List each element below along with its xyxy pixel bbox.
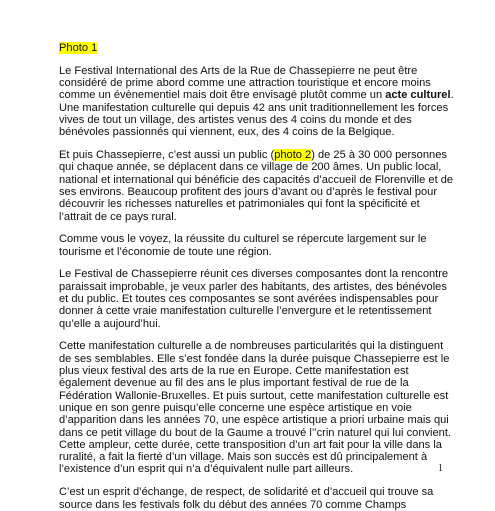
paragraph-5: Cette manifestation culturelle a de nombreuses particularités qui la distinguent de ses semblables. Elle s’est fondée dans la durée puisque Chassepierre est le plus vieux festival des arts de la rue en Europe. Cette manifestation est également devenue au fil des ans le plus important festival de rue de la Fédération Wallonie-Bruxelles. Et puis surtout, cette manifestation culturelle est unique en son genre puisqu’elle concerne une espèce artistique en voie d’apparition dans les années 70, une espèce artistique a priori urbaine mais qui dans ce petit village du bout de la Gaume a trouvé l’’crin naturel qui lui convient. Cette ampleur, cette durée, cette transposition d’un art fait pour la ville dans la ruralité, a fait la fierté d’un village. Mais son succès est dû principalement à l’existence d’un esprit qui n’a d’équivalent nulle part ailleurs. (59, 340, 452, 476)
highlighted-photo-ref: photo 2 (274, 149, 312, 162)
paragraph-1 (59, 65, 455, 139)
paragraph-3: Comme vous le voyez, la réussite du culturel se répercute largement sur le tourisme et l’économie de toute une région. (59, 233, 427, 258)
page-number: 1 (438, 463, 443, 474)
paragraph-6: C’est un esprit d’échange, de respect, de solidarité et d’accueil qui trouve sa source dans les festivals folk du début des années 70 comme Champs (59, 486, 434, 511)
highlighted-heading: Photo 1 (59, 42, 98, 54)
paragraph-1-end: . Une manifestation culturelle qui depuis 42 ans unit traditionnellement les forces vives de tout un village, des artistes venus des 4 coins du monde et des bénévoles passionnés qui viennent, eux, des 4 coins de la Belgique. (59, 89, 454, 139)
heading-paragraph (59, 42, 455, 54)
paragraph-1-start: Le Festival International des Arts de la Rue de Chassepierre ne peut être considéré de prime abord comme une attraction touristique et encore moins comme un évènementiel mais doit être envisagé plutôt comme un (59, 64, 431, 102)
paragraph-2-start: Et puis Chassepierre, c’est aussi un public ( (59, 149, 275, 162)
paragraph-2 (59, 149, 455, 223)
paragraph-4: Le Festival de Chassepierre réunit ces diverses composantes dont la rencontre paraissait improbable, je veux parler des habitants, des artistes, des bénévoles et du public. Et toutes ces composantes se sont avérées indispensables pour donner à cette vraie manifestation culturelle l’envergure et le retentissement qu’elle a aujourd’hui. (59, 268, 449, 330)
paragraph-2-end: ) de 25 à 30 000 personnes qui chaque année, se déplacent dans ce village de 200 âmes. Un public local, national et international qui bénéficie des capacités d’accueil de Florenville et de ses environs. Beaucoup profitent des jours d’avant ou d’après le festival pour découvrir les richesses naturelles et patrimoniales qui font la spécificité et l’attrait de ce pays rural. (59, 149, 454, 223)
bold-term: acte culturel (385, 89, 451, 102)
